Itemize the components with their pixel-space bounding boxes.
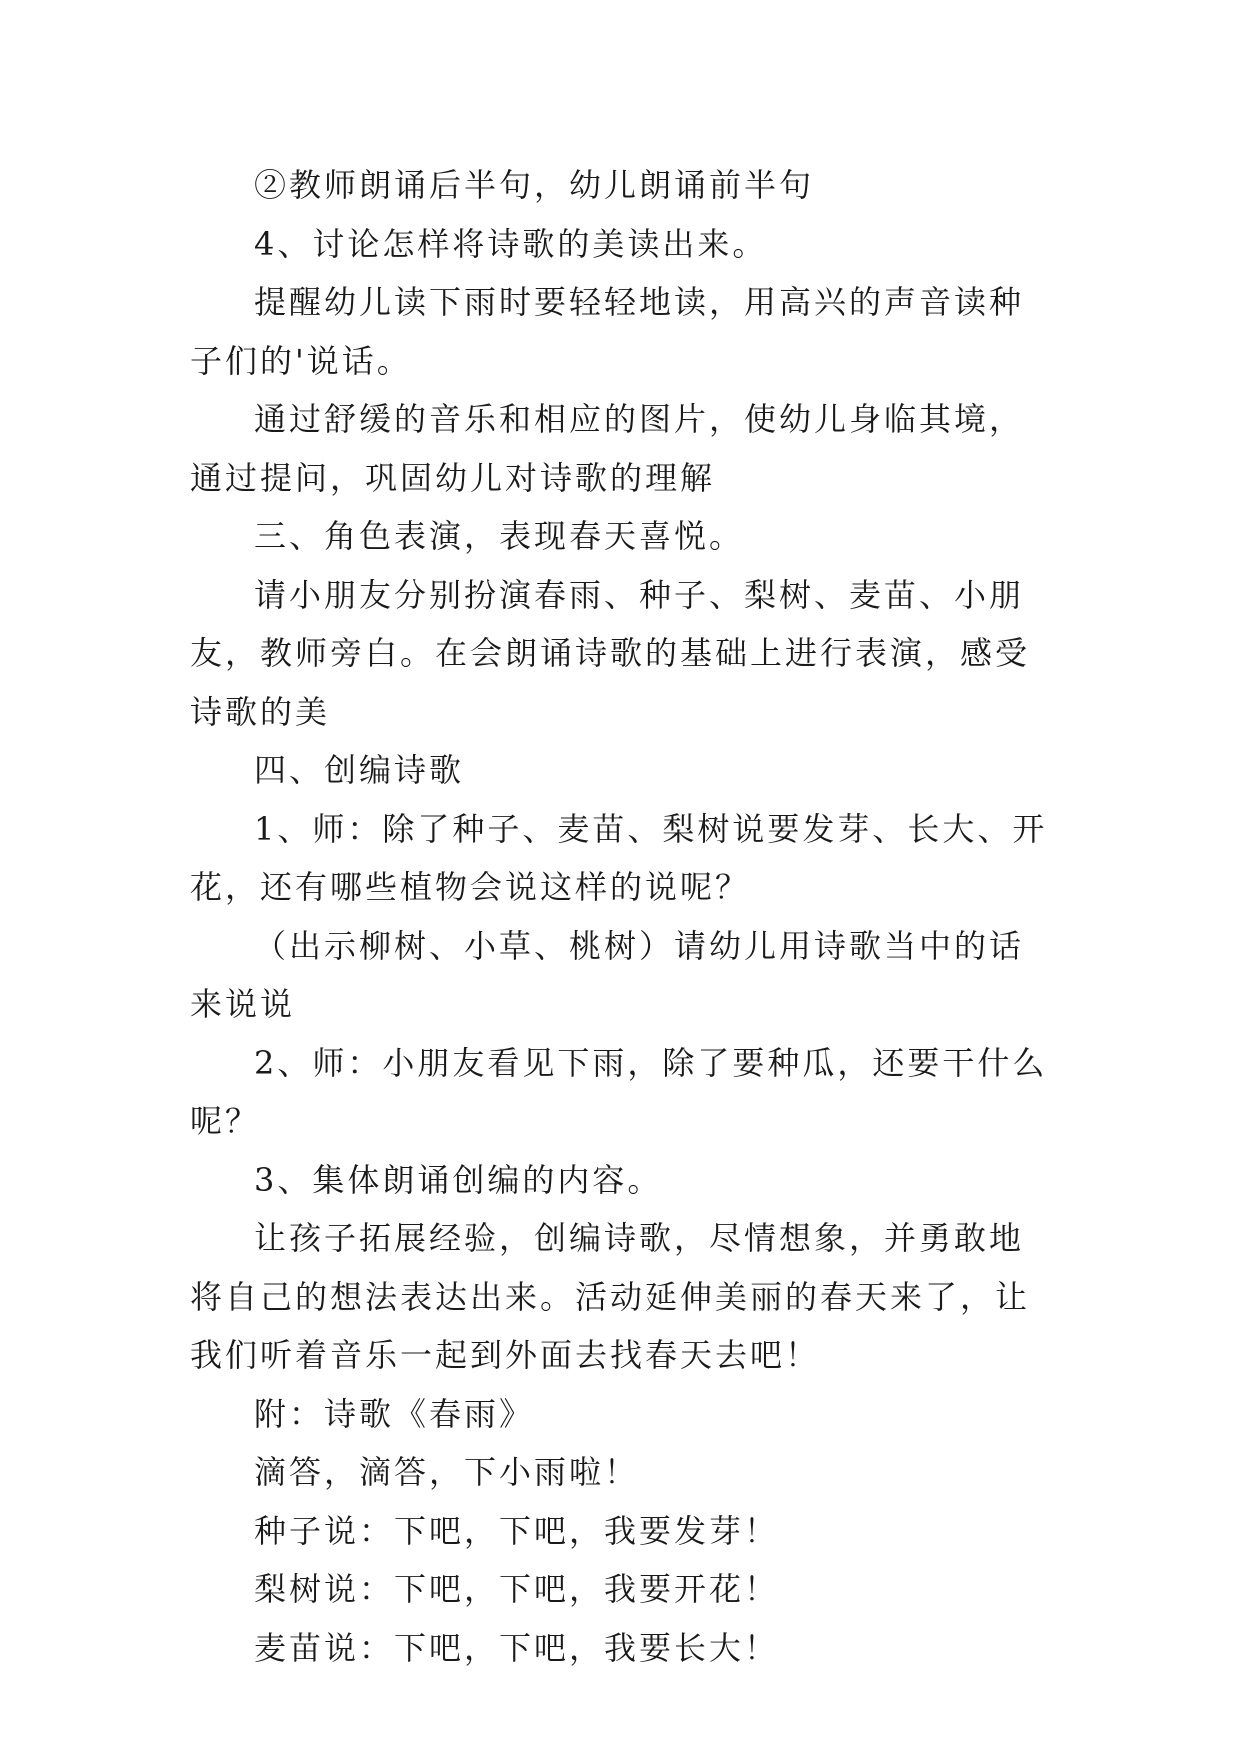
poem-line-2: 种子说：下吧，下吧，我要发芽！ (254, 1511, 780, 1550)
paragraph-extension: 让孩子拓展经验，创编诗歌，尽情想象，并勇敢地将自己的想法表达出来。活动延伸美丽的春天来了，让我们听着音乐一起到外面去找春天去吧！ (190, 1219, 1031, 1374)
paragraph-group-recite: 3、集体朗诵创编的内容。 (254, 1160, 663, 1199)
poem-line-3: 梨树说：下吧，下吧，我要开花！ (254, 1570, 780, 1608)
paragraph-role-assignment: 请小朋友分别扮演春雨、种子、梨树、麦苗、小朋友，教师旁白。在会朗诵诗歌的基础上进行表演，感受诗歌的美 (190, 575, 1031, 731)
poem-line-4: 麦苗说：下吧，下吧，我要长大！ (254, 1628, 780, 1667)
poem-line-1: 滴答，滴答，下小雨啦！ (254, 1453, 640, 1491)
paragraph-question-plants: 1、师：除了种子、麦苗、梨树说要发芽、长大、开花，还有哪些植物会说这样的说呢？ (190, 809, 1048, 906)
paragraph-reading-reminder: 提醒幼儿读下雨时要轻轻地读，用高兴的声音读种子们的'说话。 (190, 283, 1025, 380)
heading-role-play: 三、角色表演，表现春天喜悦。 (254, 517, 745, 555)
poem-title: 附：诗歌《春雨》 (254, 1394, 535, 1433)
paragraph-question-rain: 2、师：小朋友看见下雨，除了要种瓜，还要干什么呢？ (190, 1043, 1048, 1140)
paragraph-music-pictures: 通过舒缓的音乐和相应的图片，使幼儿身临其境，通过提问，巩固幼儿对诗歌的理解 (190, 400, 1025, 497)
document-body (190, 156, 1052, 1677)
paragraph-teacher-recite: ②教师朗诵后半句，幼儿朗诵前半句 (254, 166, 815, 204)
heading-create-poem: 四、创编诗歌 (254, 751, 465, 789)
paragraph-discuss-reading: 4、讨论怎样将诗歌的美读出来。 (254, 224, 768, 263)
paragraph-show-trees: （出示柳树、小草、桃树）请幼儿用诗歌当中的话来说说 (190, 926, 1025, 1023)
